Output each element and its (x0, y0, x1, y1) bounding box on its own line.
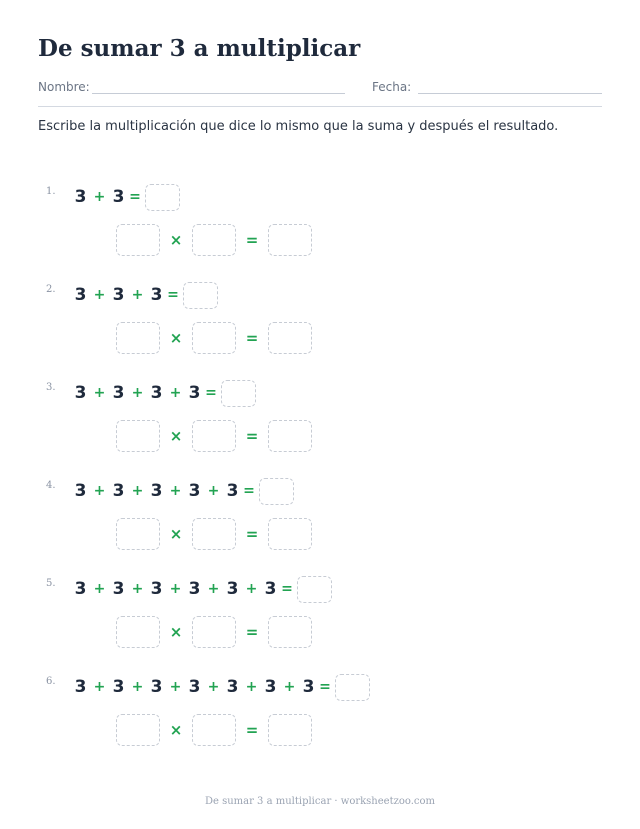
addend: 3 (226, 481, 239, 501)
addition-expression (72, 574, 332, 604)
equals-sign: = (129, 189, 141, 205)
addend: 3 (150, 677, 163, 697)
addend: 3 (74, 677, 87, 697)
equals-sign: = (245, 525, 259, 543)
addend: 3 (112, 677, 125, 697)
addition-expression (72, 182, 180, 212)
plus-sign: + (131, 679, 144, 695)
product-box[interactable] (268, 224, 312, 256)
plus-sign: + (93, 287, 106, 303)
plus-sign: + (169, 483, 182, 499)
problem-number: 6. (46, 676, 56, 687)
factor-box[interactable] (116, 714, 160, 746)
addend: 3 (74, 187, 87, 207)
problem-2 (0, 280, 640, 370)
problem-3 (0, 378, 640, 468)
addend: 3 (112, 187, 125, 207)
addend: 3 (74, 383, 87, 403)
plus-sign: + (131, 385, 144, 401)
factor-box[interactable] (192, 420, 236, 452)
problem-number: 1. (46, 186, 56, 197)
addend: 3 (264, 677, 277, 697)
factor-box[interactable] (192, 714, 236, 746)
plus-sign: + (93, 189, 106, 205)
multiplication-expression (116, 616, 312, 648)
sum-answer-box[interactable] (297, 576, 332, 603)
multiplication-expression (116, 224, 312, 256)
times-sign: × (169, 721, 183, 739)
addend: 3 (150, 285, 163, 305)
addend: 3 (150, 579, 163, 599)
addend: 3 (226, 579, 239, 599)
sum-answer-box[interactable] (335, 674, 370, 701)
factor-box[interactable] (116, 224, 160, 256)
product-box[interactable] (268, 322, 312, 354)
addend: 3 (302, 677, 315, 697)
plus-sign: + (131, 483, 144, 499)
factor-box[interactable] (192, 518, 236, 550)
problem-number: 5. (46, 578, 56, 589)
plus-sign: + (169, 385, 182, 401)
plus-sign: + (245, 679, 258, 695)
plus-sign: + (131, 287, 144, 303)
times-sign: × (169, 525, 183, 543)
addend: 3 (112, 285, 125, 305)
addend: 3 (264, 579, 277, 599)
addition-expression (72, 476, 294, 506)
equals-sign: = (245, 329, 259, 347)
factor-box[interactable] (116, 322, 160, 354)
times-sign: × (169, 623, 183, 641)
factor-box[interactable] (116, 616, 160, 648)
addend: 3 (150, 481, 163, 501)
multiplication-expression (116, 322, 312, 354)
factor-box[interactable] (192, 224, 236, 256)
times-sign: × (169, 329, 183, 347)
name-field-line[interactable] (92, 93, 345, 94)
plus-sign: + (207, 679, 220, 695)
equals-sign: = (245, 721, 259, 739)
sum-answer-box[interactable] (183, 282, 218, 309)
product-box[interactable] (268, 616, 312, 648)
equals-sign: = (245, 231, 259, 249)
plus-sign: + (131, 581, 144, 597)
name-label: Nombre: (38, 80, 90, 94)
addend: 3 (188, 677, 201, 697)
addend: 3 (112, 481, 125, 501)
equals-sign: = (243, 483, 255, 499)
addition-expression (72, 672, 370, 702)
plus-sign: + (93, 679, 106, 695)
equals-sign: = (319, 679, 331, 695)
problem-number: 3. (46, 382, 56, 393)
addend: 3 (112, 383, 125, 403)
multiplication-expression (116, 420, 312, 452)
equals-sign: = (205, 385, 217, 401)
footer: De sumar 3 a multiplicar · worksheetzoo.com (204, 796, 436, 807)
page-title: De sumar 3 a multiplicar (38, 35, 361, 62)
factor-box[interactable] (116, 518, 160, 550)
sum-answer-box[interactable] (259, 478, 294, 505)
factor-box[interactable] (116, 420, 160, 452)
multiplication-expression (116, 518, 312, 550)
plus-sign: + (245, 581, 258, 597)
addend: 3 (112, 579, 125, 599)
times-sign: × (169, 427, 183, 445)
header-divider (38, 106, 602, 107)
plus-sign: + (93, 385, 106, 401)
plus-sign: + (283, 679, 296, 695)
problem-6 (0, 672, 640, 762)
plus-sign: + (169, 581, 182, 597)
problem-number: 2. (46, 284, 56, 295)
addend: 3 (74, 285, 87, 305)
plus-sign: + (207, 581, 220, 597)
equals-sign: = (245, 623, 259, 641)
sum-answer-box[interactable] (145, 184, 180, 211)
addend: 3 (188, 383, 201, 403)
problem-4 (0, 476, 640, 566)
multiplication-expression (116, 714, 312, 746)
factor-box[interactable] (192, 616, 236, 648)
plus-sign: + (93, 581, 106, 597)
equals-sign: = (281, 581, 293, 597)
equals-sign: = (167, 287, 179, 303)
instructions: Escribe la multiplicación que dice lo mismo que la suma y después el resultado. (38, 119, 559, 134)
addition-expression (72, 378, 256, 408)
addend: 3 (188, 579, 201, 599)
product-box[interactable] (268, 714, 312, 746)
plus-sign: + (169, 679, 182, 695)
date-label: Fecha: (372, 80, 412, 94)
addend: 3 (74, 481, 87, 501)
addend: 3 (226, 677, 239, 697)
problem-5 (0, 574, 640, 664)
addend: 3 (150, 383, 163, 403)
date-field-line[interactable] (418, 93, 602, 94)
sum-answer-box[interactable] (221, 380, 256, 407)
plus-sign: + (93, 483, 106, 499)
times-sign: × (169, 231, 183, 249)
plus-sign: + (207, 483, 220, 499)
addition-expression (72, 280, 218, 310)
product-box[interactable] (268, 518, 312, 550)
addend: 3 (188, 481, 201, 501)
product-box[interactable] (268, 420, 312, 452)
addend: 3 (74, 579, 87, 599)
problem-number: 4. (46, 480, 56, 491)
problem-1 (0, 182, 640, 272)
equals-sign: = (245, 427, 259, 445)
factor-box[interactable] (192, 322, 236, 354)
